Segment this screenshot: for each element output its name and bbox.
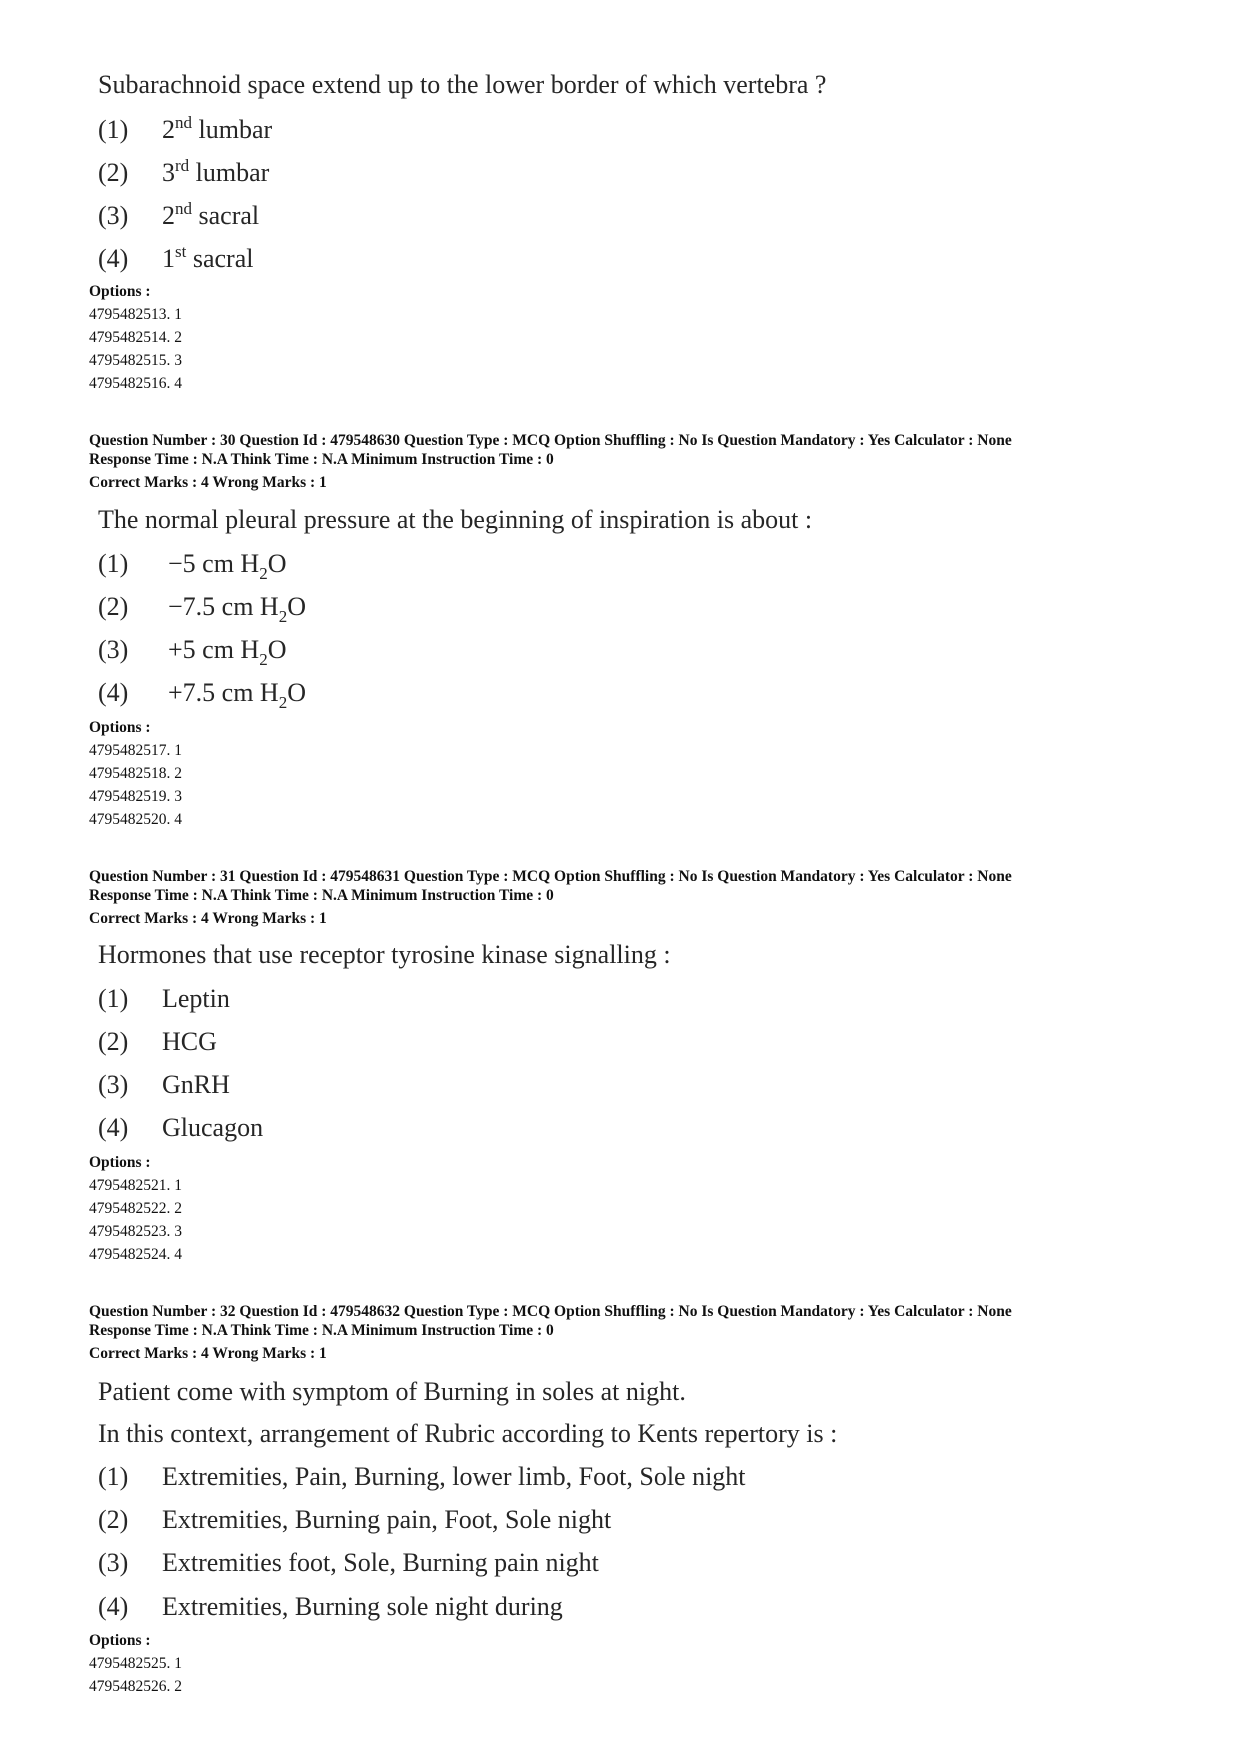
question-31-option-id: 4795482524. 4 <box>89 1246 182 1263</box>
question-29-option-id: 4795482513. 1 <box>89 306 182 323</box>
question-32-choice-4: (4) Extremities, Burning sole night during <box>98 1592 563 1621</box>
question-31-option-id: 4795482523. 3 <box>89 1223 182 1240</box>
question-29-options-label: Options : <box>89 283 151 300</box>
question-31-choice-4: (4) Glucagon <box>98 1113 264 1142</box>
question-31-choice-1: (1) Leptin <box>98 984 230 1013</box>
question-30-choice-3: (3) +5 cm $H_2O$ <box>98 635 287 669</box>
question-31-options-label: Options : <box>89 1154 151 1171</box>
question-31-option-id: 4795482522. 2 <box>89 1200 182 1217</box>
question-31-meta-line-1: Question Number : 31 Question Id : 479548631 Question Type : MCQ Option Shuffling : No Is Question Mandatory : Yes Calculator : None <box>89 868 1012 885</box>
question-30-meta-line-2: Response Time : N.A Think Time : N.A Minimum Instruction Time : 0 <box>89 451 554 468</box>
question-29-option-id: 4795482514. 2 <box>89 329 182 346</box>
question-32-choice-3: (3) Extremities foot, Sole, Burning pain night <box>98 1548 599 1577</box>
question-30-marks: Correct Marks : 4 Wrong Marks : 1 <box>89 474 327 491</box>
question-29-option-id: 4795482515. 3 <box>89 352 182 369</box>
question-31-choice-2: (2) HCG <box>98 1027 217 1056</box>
question-32-text-line-2: In this context, arrangement of Rubric according to Kents repertory is : <box>98 1419 838 1448</box>
question-30-option-id: 4795482518. 2 <box>89 765 182 782</box>
question-30-options-label: Options : <box>89 719 151 736</box>
question-32-meta-line-1: Question Number : 32 Question Id : 479548632 Question Type : MCQ Option Shuffling : No Is Question Mandatory : Yes Calculator : None <box>89 1303 1012 1320</box>
question-31-meta-line-2: Response Time : N.A Think Time : N.A Minimum Instruction Time : 0 <box>89 887 554 904</box>
question-29-choice-3: (3) 2nd sacral <box>98 199 260 230</box>
question-32-marks: Correct Marks : 4 Wrong Marks : 1 <box>89 1345 327 1362</box>
question-30-option-id: 4795482519. 3 <box>89 788 182 805</box>
question-31-marks: Correct Marks : 4 Wrong Marks : 1 <box>89 910 327 927</box>
question-30-choice-1: (1) −5 cm $H_2O$ <box>98 549 287 583</box>
question-29-choice-1: (1) 2nd lumbar <box>98 113 273 144</box>
question-32-text-line-1: Patient come with symptom of Burning in soles at night. <box>98 1377 686 1406</box>
question-30-choice-4: (4) +7.5 cm $H_2O$ <box>98 678 306 712</box>
question-30-meta-line-1: Question Number : 30 Question Id : 479548630 Question Type : MCQ Option Shuffling : No Is Question Mandatory : Yes Calculator : None <box>89 432 1012 449</box>
question-32-choice-2: (2) Extremities, Burning pain, Foot, Sole night <box>98 1505 612 1534</box>
question-31-text: Hormones that use receptor tyrosine kinase signalling : <box>98 940 671 969</box>
question-30-option-id: 4795482517. 1 <box>89 742 182 759</box>
question-29-option-id: 4795482516. 4 <box>89 375 182 392</box>
question-30-choice-2: (2) −7.5 cm $H_2O$ <box>98 592 306 626</box>
question-32-option-id: 4795482525. 1 <box>89 1655 182 1672</box>
question-32-option-id: 4795482526. 2 <box>89 1678 182 1695</box>
question-31-option-id: 4795482521. 1 <box>89 1177 182 1194</box>
question-31-choice-3: (3) GnRH <box>98 1070 230 1099</box>
question-32-meta-line-2: Response Time : N.A Think Time : N.A Minimum Instruction Time : 0 <box>89 1322 554 1339</box>
question-29-choice-4: (4) 1st sacral <box>98 242 254 273</box>
question-29-choice-2: (2) 3rd lumbar <box>98 156 270 187</box>
question-32-options-label: Options : <box>89 1632 151 1649</box>
question-29-text: Subarachnoid space extend up to the lower border of which vertebra ? <box>98 70 827 99</box>
question-32-choice-1: (1) Extremities, Pain, Burning, lower limb, Foot, Sole night <box>98 1462 746 1491</box>
question-30-option-id: 4795482520. 4 <box>89 811 182 828</box>
question-30-text: The normal pleural pressure at the beginning of inspiration is about : <box>98 505 813 534</box>
